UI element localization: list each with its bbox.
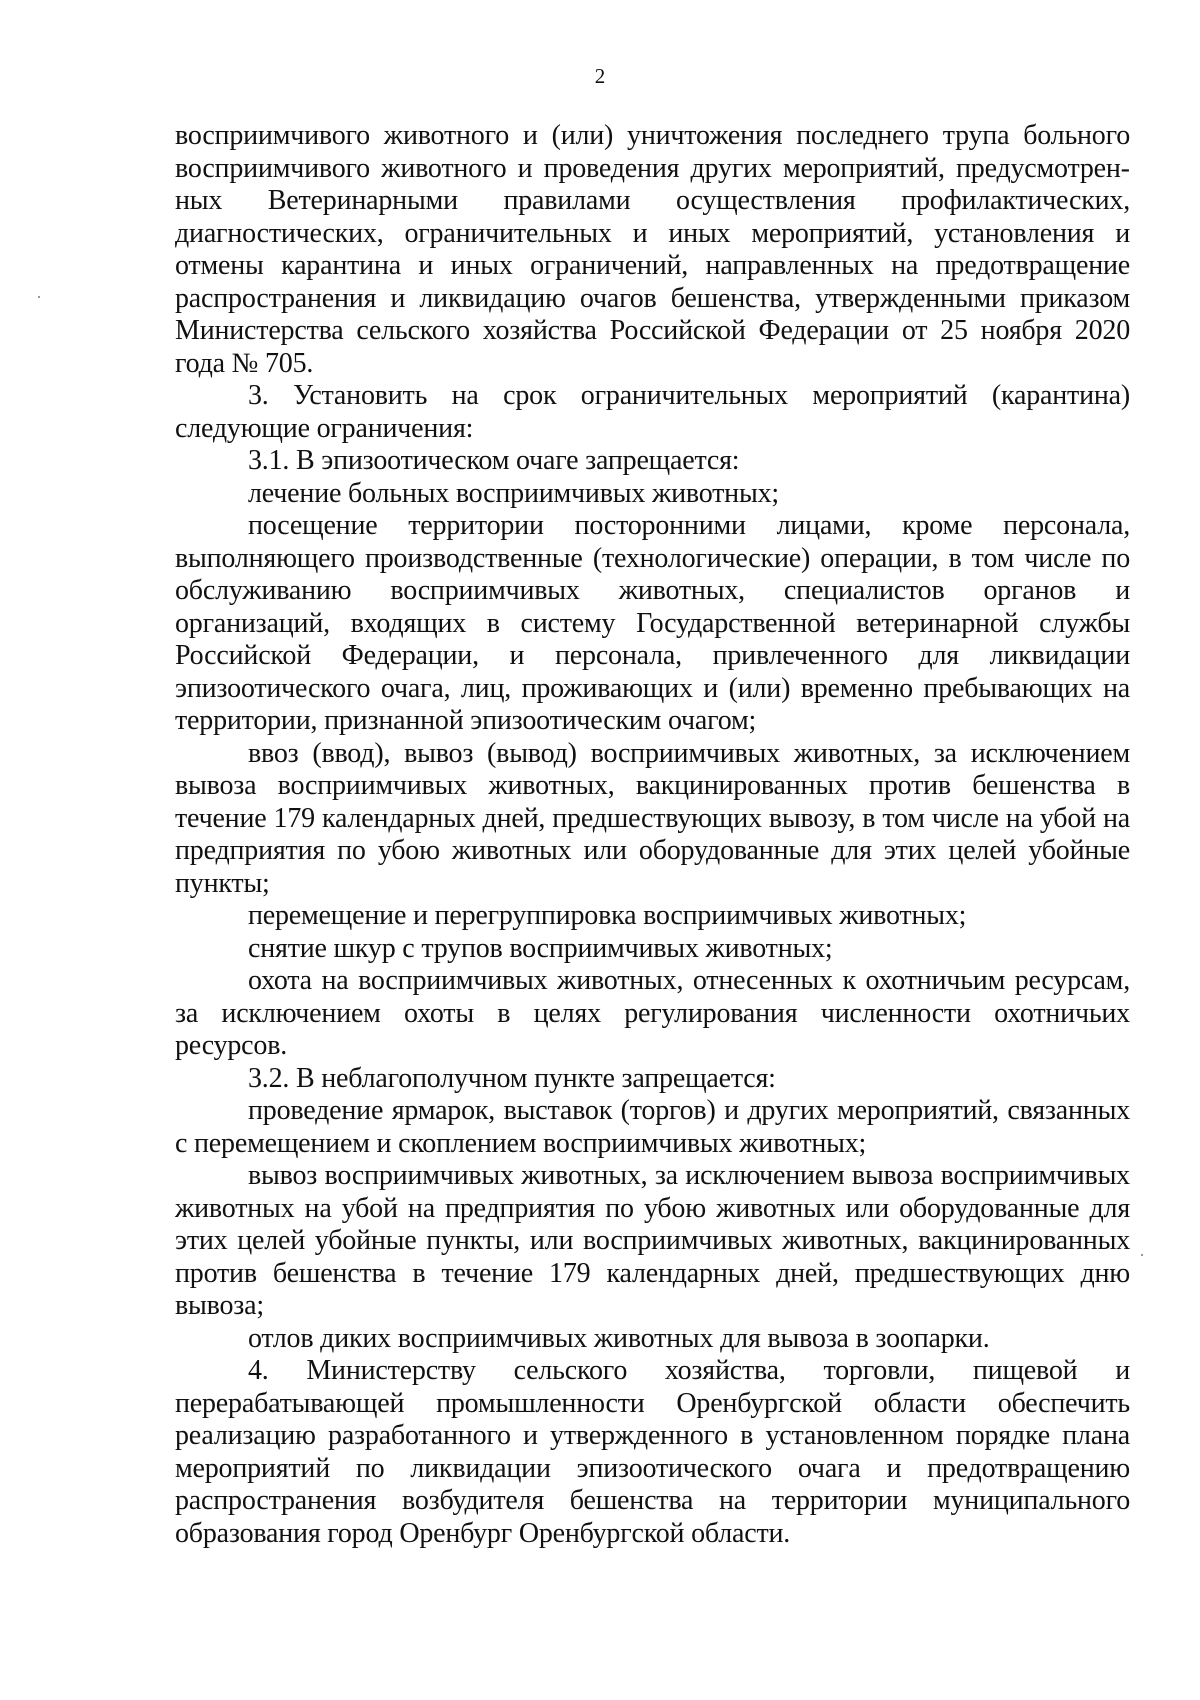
paragraph-item-3: 3. Установить на срок ограничительных мероприятий (карантина) следующие ограничения:: [175, 380, 1130, 444]
paragraph-item-3-1: 3.1. В эпизоотическом очаге запрещается:: [248, 445, 740, 476]
paragraph-restriction-treatment: лечение больных восприимчивых животных;: [248, 477, 779, 509]
paragraph-restriction-hunting: охота на восприимчивых животных, отнесенных к охотничьим ресурсам, за исключением охоты в целях регулирования численности охотничьих ресурсов.: [175, 965, 1130, 1061]
paragraph-item-4: 4. Министерству сельского хозяйства, торговли, пищевой и перерабатывающей промышленности Оренбургской области обеспечить реализацию разработанного и утвержденного в установленном порядке плана мероприятий по ликвидации эпизоотического очага и предотвращению распространения возбудителя бешенства на территории муниципального образования город Оренбург Оренбургской области.: [175, 1355, 1130, 1549]
scan-speck: [38, 296, 40, 298]
paragraph-restriction-skins: снятие шкур с трупов восприимчивых животных;: [248, 932, 833, 964]
scan-speck: [1141, 1254, 1143, 1256]
paragraph-restriction-export: вывоз восприимчивых животных, за исключением вывоза восприимчивых животных на убой на предприятия по убою животных или оборудованные для этих целей убойные пункты, или восприимчивых животных, вакцинированных против бешенства в течение 179 календарных дней, предшествующих дню вывоза;: [175, 1160, 1130, 1321]
paragraph-restriction-capture: отлов диких восприимчивых животных для вывоза в зоопарки.: [248, 1322, 990, 1354]
page-number: 2: [594, 64, 606, 88]
paragraph-restriction-fairs: проведение ярмарок, выставок (торгов) и других мероприятий, связанных с перемещением и скоплением восприимчивых животных;: [175, 1095, 1130, 1159]
paragraph-restriction-movement: перемещение и перегруппировка восприимчивых животных;: [248, 900, 967, 931]
document-body: [175, 120, 1130, 1550]
paragraph-restriction-visits: посещение территории посторонними лицами, кроме персонала, выполняющего производственные (технологические) операции, в том числе по обслуживанию восприимчивых животных, специалистов органов и организаций, входящих в систему Государственной ветеринарной службы Российской Федерации, и персонала, привлеченного для ликвидации эпизоотического очага, лиц, проживающих и (или) временно пребывающих на территории, признанной эпизоотическим очагом;: [175, 510, 1130, 736]
paragraph-continuation: восприимчивого животного и (или) уничтожения последнего трупа больного восприимчивого животного и проведения других мероприятий, предусмотренных Ветеринарными правилами осуществления профилактических, диагностических, ограничительных и иных мероприятий, установления и отмены карантина и иных ограничений, направленных на предотвращение распространения и ликвидацию очагов бешенства, утвержденными приказом Министерства сельского хозяйства Российской Федерации от 25 ноября 2020 года № 705.: [175, 120, 1130, 379]
paragraph-restriction-import-export: ввоз (ввод), вывоз (вывод) восприимчивых животных, за исключением вывоза восприимчивых животных, вакцинированных против бешенства в течение 179 календарных дней, предшествующих вывозу, в том числе на убой на предприятия по убою животных или оборудованные для этих целей убойные пункты;: [175, 737, 1130, 899]
paragraph-item-3-2: 3.2. В неблагополучном пункте запрещается:: [248, 1062, 776, 1094]
